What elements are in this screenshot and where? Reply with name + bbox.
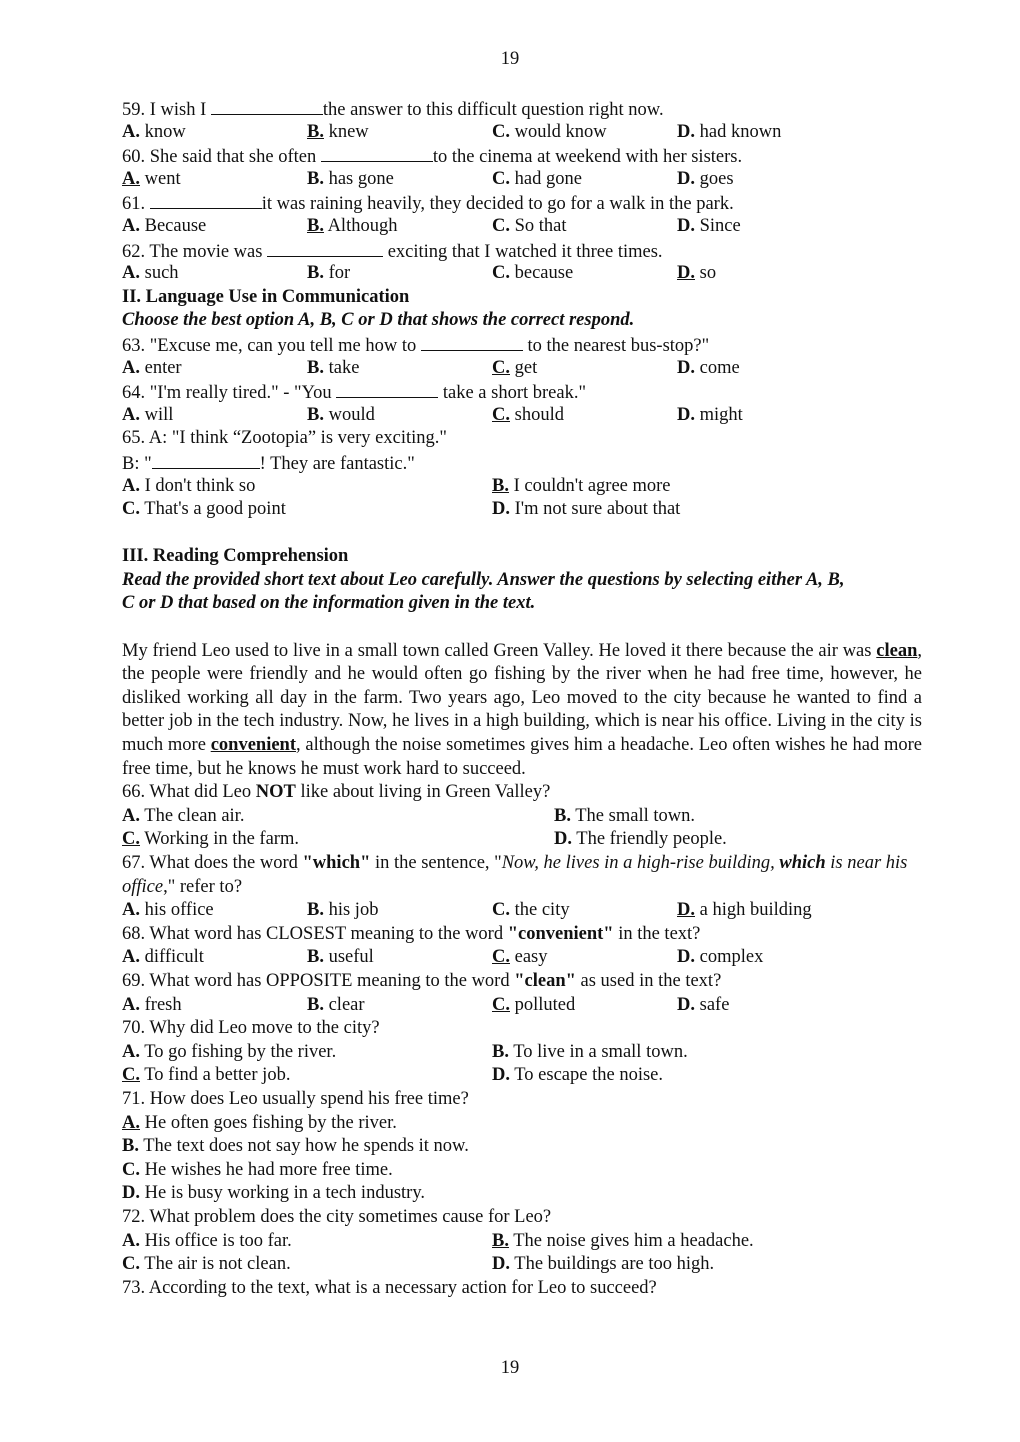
options-63 bbox=[122, 357, 922, 381]
section-2-instruction: Choose the best option A, B, C or D that shows the correct respond. bbox=[122, 310, 635, 331]
question-62: 62. The movie was exciting that I watched it three times. bbox=[122, 239, 922, 263]
option-a: A. fresh bbox=[122, 994, 182, 1015]
question-68: 68. What word has CLOSEST meaning to the word "convenient" in the text? bbox=[122, 923, 701, 944]
option-c: C. because bbox=[492, 263, 574, 284]
question-66: 66. What did Leo NOT like about living in Green Valley? bbox=[122, 782, 551, 803]
option-c: C. would know bbox=[492, 121, 607, 142]
option-b: B. his job bbox=[307, 900, 379, 921]
option-b: B. useful bbox=[307, 947, 374, 968]
question-63: 63. "Excuse me, can you tell me how to to the nearest bus-stop?" bbox=[122, 333, 922, 357]
option-c: C. had gone bbox=[492, 168, 582, 189]
option-b: B. To live in a small town. bbox=[492, 1041, 688, 1062]
option-b: B. knew bbox=[307, 121, 369, 142]
option-a: A. His office is too far. bbox=[122, 1230, 292, 1251]
options-59 bbox=[122, 121, 922, 145]
options-68 bbox=[122, 946, 922, 970]
option-d: D. come bbox=[677, 357, 740, 378]
question-73: 73. According to the text, what is a necessary action for Leo to succeed? bbox=[122, 1277, 657, 1298]
options-65-row-1 bbox=[122, 475, 922, 499]
options-66-row-1 bbox=[122, 805, 922, 829]
section-3-title: III. Reading Comprehension bbox=[122, 546, 349, 567]
question-72: 72. What problem does the city sometimes cause for Leo? bbox=[122, 1206, 552, 1227]
option-a: A. I don't think so bbox=[122, 475, 256, 496]
option-a: A. know bbox=[122, 121, 186, 142]
option-a: A. Because bbox=[122, 215, 207, 236]
option-d: D. goes bbox=[677, 168, 734, 189]
option-d: D. I'm not sure about that bbox=[492, 499, 681, 520]
options-69 bbox=[122, 994, 922, 1018]
page-number-bottom: 19 bbox=[500, 1358, 520, 1378]
option-d: D. might bbox=[677, 404, 743, 425]
keyword-clean: clean bbox=[876, 640, 918, 661]
answer-blank bbox=[150, 191, 262, 209]
answer-blank bbox=[421, 333, 523, 351]
question-67: 67. What does the word "which" in the sentence, "Now, he lives in a high-rise building, which is near his office," refer to? bbox=[122, 853, 908, 897]
option-a: A. enter bbox=[122, 357, 182, 378]
answer-blank bbox=[211, 97, 323, 115]
option-b: B. clear bbox=[307, 994, 365, 1015]
option-d: D. safe bbox=[677, 994, 730, 1015]
question-71: 71. How does Leo usually spend his free time? bbox=[122, 1088, 469, 1109]
section-3-instruction-line-1: Read the provided short text about Leo carefully. Answer the questions by selecting either A, B, bbox=[122, 569, 845, 590]
option-d: D. so bbox=[677, 263, 717, 284]
option-c: C. So that bbox=[492, 215, 567, 236]
option-a: A. such bbox=[122, 263, 179, 284]
question-69: 69. What word has OPPOSITE meaning to the word "clean" as used in the text? bbox=[122, 970, 722, 991]
option-a: A. The clean air. bbox=[122, 805, 245, 826]
option-b: B. has gone bbox=[307, 168, 394, 189]
option-d: D. complex bbox=[677, 947, 764, 968]
option-c: C. should bbox=[492, 404, 564, 425]
options-62 bbox=[122, 262, 922, 286]
option-d: D. had known bbox=[677, 121, 782, 142]
question-59: 59. I wish I the answer to this difficult question right now. bbox=[122, 97, 922, 121]
option-a: A. difficult bbox=[122, 947, 204, 968]
option-a: A. his office bbox=[122, 900, 214, 921]
question-65: 65. A: "I think “Zootopia” is very exciting." bbox=[122, 428, 447, 449]
options-61 bbox=[122, 215, 922, 239]
option-b: B. take bbox=[307, 357, 360, 378]
option-c: C. the city bbox=[492, 900, 570, 921]
option-a: A. will bbox=[122, 404, 174, 425]
options-64 bbox=[122, 404, 922, 428]
option-b: B. I couldn't agree more bbox=[492, 475, 671, 496]
option-d: D. Since bbox=[677, 215, 741, 236]
option-c: C. polluted bbox=[492, 994, 576, 1015]
keyword-convenient: convenient bbox=[210, 735, 297, 756]
question-70: 70. Why did Leo move to the city? bbox=[122, 1018, 380, 1039]
options-60 bbox=[122, 168, 922, 192]
section-3-instruction-line-2: C or D that based on the information given in the text. bbox=[122, 593, 536, 614]
option-c: C. easy bbox=[492, 947, 548, 968]
options-72-row-2 bbox=[122, 1253, 922, 1277]
option-b: B. Although bbox=[307, 215, 398, 236]
question-65-reply: B: " ! They are fantastic." bbox=[122, 451, 922, 475]
option-d: D. He is busy working in a tech industry. bbox=[122, 1183, 425, 1204]
section-2-title: II. Language Use in Communication bbox=[122, 286, 410, 307]
question-61: 61. it was raining heavily, they decided to go for a walk in the park. bbox=[122, 191, 922, 215]
option-d: D. The buildings are too high. bbox=[492, 1254, 715, 1275]
option-b: B. The small town. bbox=[554, 805, 695, 826]
question-60: 60. She said that she often to the cinema at weekend with her sisters. bbox=[122, 144, 922, 168]
option-c: C. get bbox=[492, 357, 538, 378]
options-72-row-1 bbox=[122, 1230, 922, 1254]
option-a: A. He often goes fishing by the river. bbox=[122, 1112, 397, 1133]
options-70-row-1 bbox=[122, 1041, 922, 1065]
option-a: A. To go fishing by the river. bbox=[122, 1041, 337, 1062]
answer-blank bbox=[152, 451, 260, 469]
option-d: D. To escape the noise. bbox=[492, 1065, 663, 1086]
option-d: D. The friendly people. bbox=[554, 829, 727, 850]
option-c: C. The air is not clean. bbox=[122, 1254, 291, 1275]
options-70-row-2 bbox=[122, 1064, 922, 1088]
reading-passage: My friend Leo used to live in a small town called Green Valley. He loved it there because the air was clean, the people were friendly and he would often go fishing by the river when he had free time, however, he disliked working all day in the farm. Two years ago, Leo moved to the city because he wanted to find a better job in the tech industry. Now, he lives in a high building, which is near his office. Living in the city is much more convenient, although the noise sometimes gives him a headache. Leo often wishes he had more free time, but he knows he must work hard to succeed. bbox=[122, 640, 922, 779]
option-b: B. for bbox=[307, 263, 351, 284]
option-d: D. a high building bbox=[677, 900, 812, 921]
option-b: B. The text does not say how he spends it now. bbox=[122, 1136, 469, 1157]
answer-blank bbox=[336, 380, 438, 398]
option-b: B. The noise gives him a headache. bbox=[492, 1230, 754, 1251]
answer-blank bbox=[267, 239, 383, 257]
options-66-row-2 bbox=[122, 828, 922, 852]
exam-content bbox=[122, 97, 922, 1300]
option-c: C. Working in the farm. bbox=[122, 829, 299, 850]
options-67 bbox=[122, 899, 922, 923]
option-b: B. would bbox=[307, 404, 375, 425]
option-c: C. To find a better job. bbox=[122, 1065, 291, 1086]
options-65-row-2 bbox=[122, 498, 922, 522]
page-number-top: 19 bbox=[500, 49, 520, 69]
question-64: 64. "I'm really tired." - "You take a short break." bbox=[122, 380, 922, 404]
option-c: C. That's a good point bbox=[122, 499, 286, 520]
option-a: A. went bbox=[122, 168, 181, 189]
option-c: C. He wishes he had more free time. bbox=[122, 1159, 393, 1180]
answer-blank bbox=[321, 144, 433, 162]
